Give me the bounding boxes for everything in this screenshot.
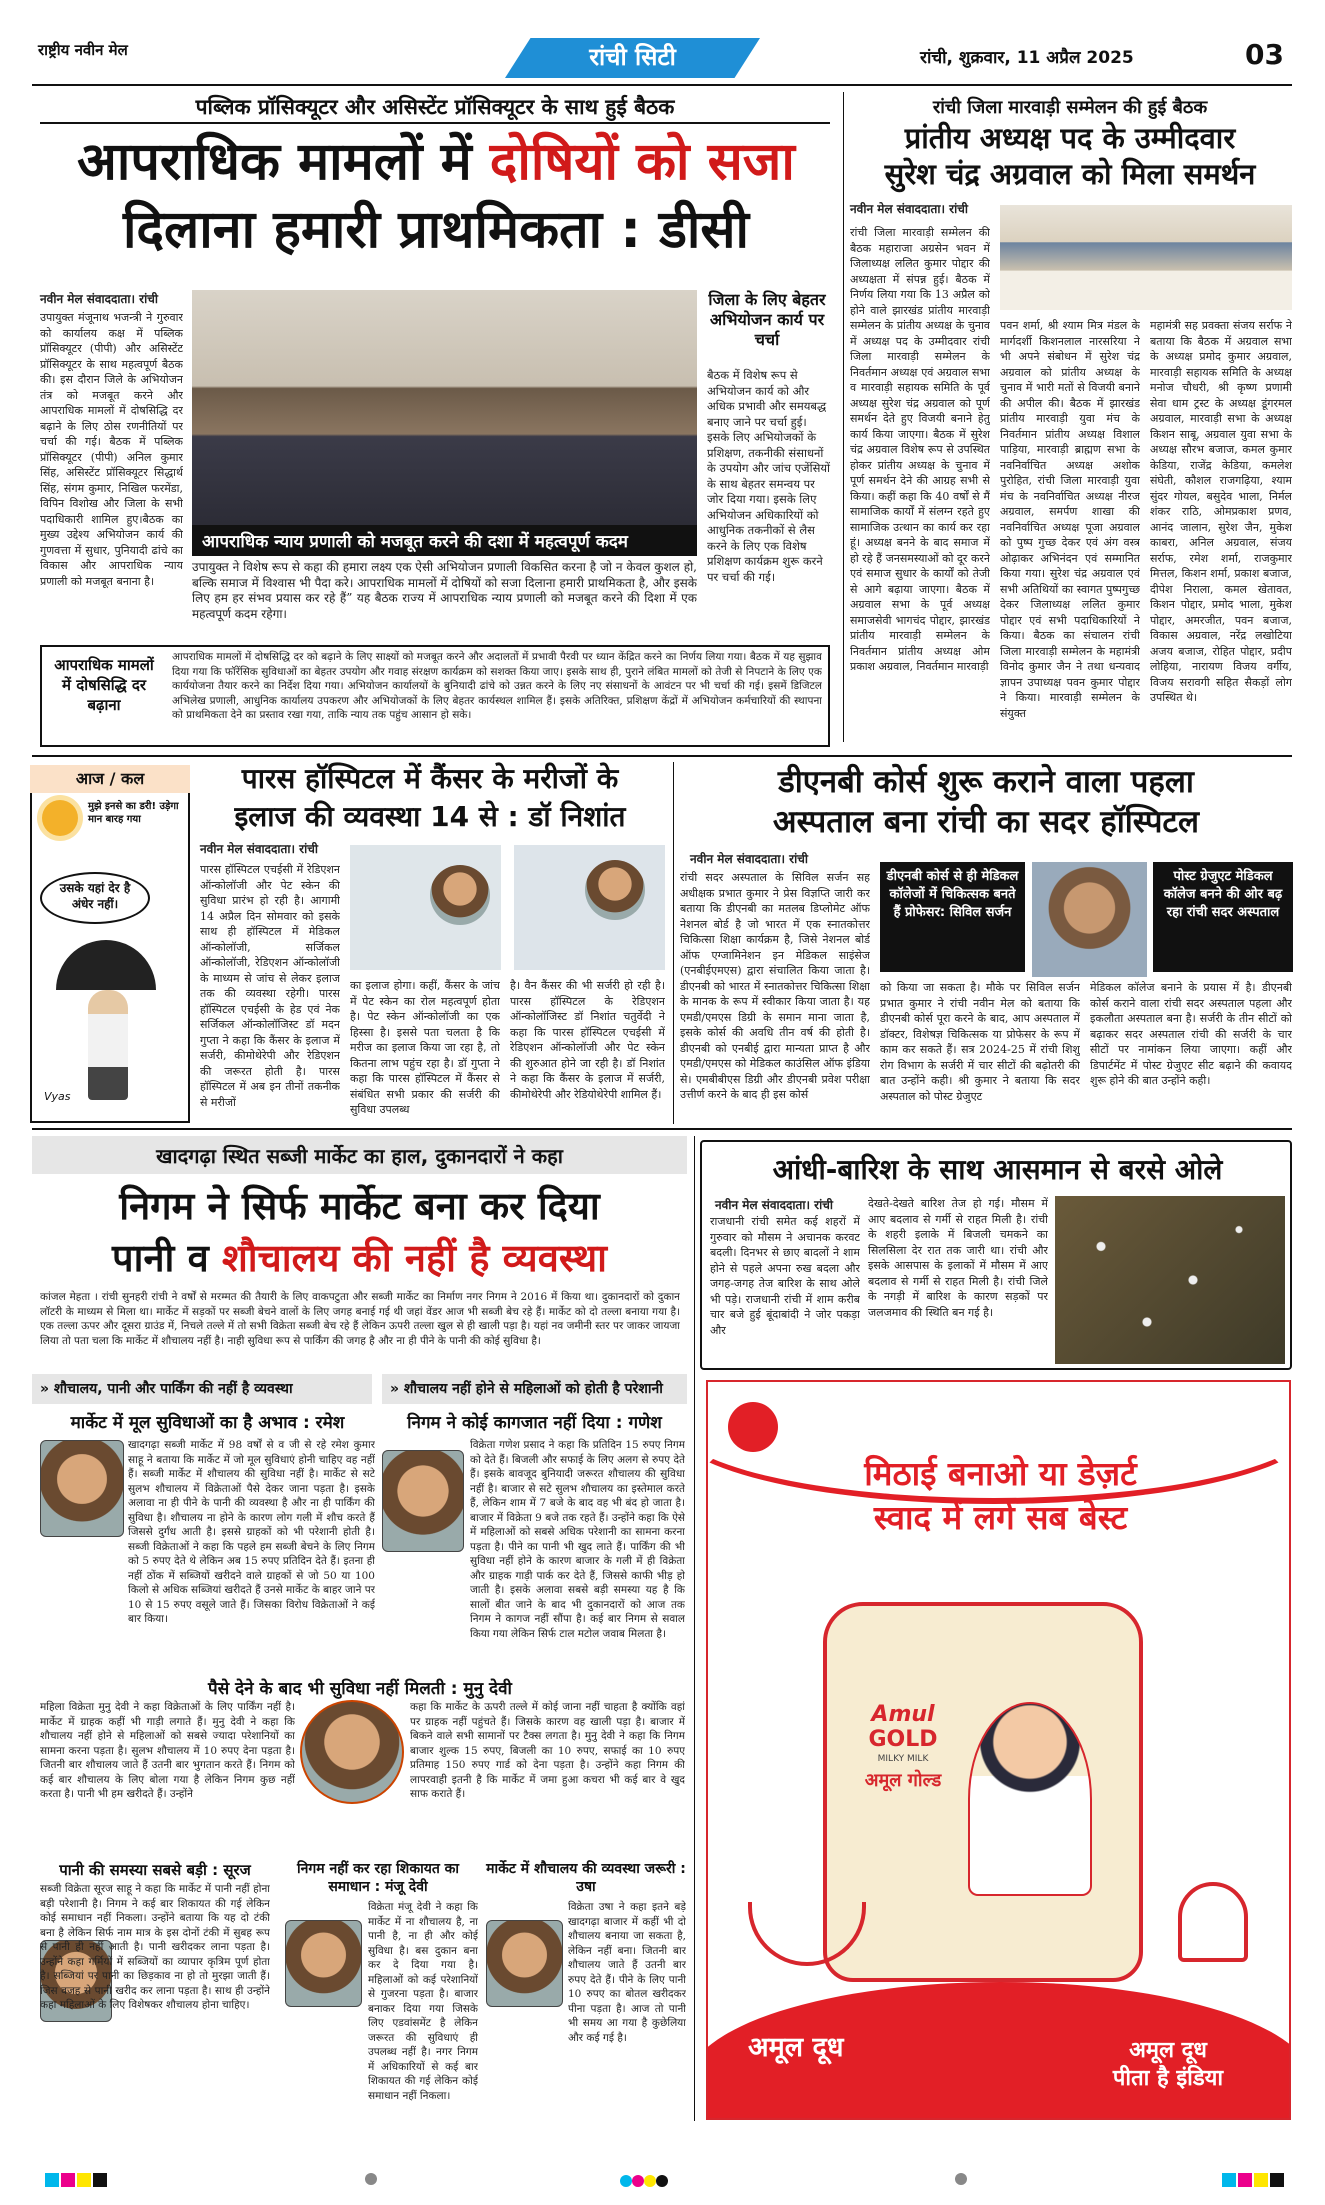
ad-bottom-left: अमूल दूध [748, 2032, 844, 2063]
sabzi-sub-2 [382, 1374, 687, 1404]
hail-headline: आंधी-बारिश के साथ आसमान से बरसे ओले [772, 1153, 1223, 1186]
lead-under-photo: उपायुक्त ने विशेष रूप से कहा की हमारा लक्ष्य एक ऐसी अभियोजन प्रणाली विकसित करना है जो न केवल कुशल हो, बल्कि समाज में विश्वास भी पैदा करे। आपराधिक मामलों में दोषियों को सजा दिलाना हमारी प्राथमिकता है, और इसके लिए हम हर संभव प्रयास कर रहे हैं” यह बैठक राज्य में आपराधिक न्याय प्रणाली को मजबूत करने की दिशा में एक महत्वपूर्ण कदम रहेगा। [192, 560, 697, 621]
cartoon-bubble: उसके यहां देर है अंधेर नहीं। [40, 872, 150, 924]
marwari-headline-line1: प्रांतीय अध्यक्ष पद के उम्मीदवार [904, 121, 1236, 155]
cartoon-label-left: आज [75, 769, 105, 788]
marwari-headline-line2: सुरेश चंद्र अग्रवाल को मिला समर्थन [884, 157, 1256, 191]
dnb-headline-line2: अस्पताल बना रांची का सदर हॉस्पिटल [772, 804, 1200, 840]
munu-photo [300, 1700, 404, 1804]
lead-body: उपायुक्त मंजूनाथ भजन्त्री ने गुरुवार को कार्यालय कक्ष में पब्लिक प्रॉसिक्यूटर (पीपी) और असिस्टेंट प्रॉसिक्यूटर के साथ महत्वपूर्ण बैठक की। इस दौरान जिले के अभियोजन तंत्र को मजबूत करने और आपराधिक मामलों में दोषसिद्धि दर बढ़ाने के लिए ठोस रणनीतियों पर चर्चा की गई। बैठक में पब्लिक प्रॉसिक्यूटर (पीपी) अनिल कुमार सिंह, असिस्टेंट प्रॉसिक्यूटर सिद्धार्थ सिंह, संगम कुमार, निखिल फरमेंडा, विपिन विशोख और जिला के सभी पदाधिकारी शामिल हुए।बैठक का मुख्य उद्देश्य अभियोजन कार्य की गुणवत्ता में सुधार, पुनियादी ढांचे का विकास और आपराधिक न्याय प्रणाली को मजबूत बनाना है। [40, 311, 183, 588]
lead-byline: नवीन मेल संवाददाता। रांची [40, 292, 158, 306]
marwari-meeting-photo [1000, 205, 1292, 310]
civil-surgeon-photo [1032, 862, 1147, 977]
bullet-icon: » [390, 1381, 404, 1397]
cartoon-figure [88, 990, 128, 1100]
sabzi-intro: कांजल मेहता । रांची सुनहरी रांची ने वर्षों से मरम्मत की तैयारी के लिए वाकपटुता और सब्जी मार्केट का निर्माण नगर निगम ने 2016 में किया था। दुकानदारों को दुकान लॉटरी के माध्यम से मिला था। मार्केट में सड़कों पर सब्जी बेचने वालों के लिए जगह बनाई गई थी जहां वेंडर आज भी सब्जी बेच रहे हैं। मार्केट को दो तल्ला बनाया गया है। एक तल्ला ऊपर और दूसरा ग्राउंड में, निचले तल्ले में तो सभी विक्रेता सब्जी बेच रहे हैं लेकिन ऊपरी तल्ला खुल से ही खाली पड़ा है। यहां नव जमीनी स्तर पर जाकर जायजा लिया तो पता चला कि मार्केट में शौचालय नहीं है। नाही सुविधा रूप से पार्किंग की जगह है और ना ही पीने के पानी की कोई सुविधा है। [40, 1291, 680, 1347]
col-divider-bottom [694, 1136, 695, 2121]
marwari-col2: पवन शर्मा, श्री श्याम मित्र मंडल के मार्गदर्शी किशनलाल नारसरिया ने भी अपने संबोधन में सुरेश चंद्र अग्रवाल को प्रांतीय अध्यक्ष के चुनाव में भारी मतों से विजयी बनाने की अपील की। बैठक में झारखंड प्रांतीय मारवाड़ी युवा मंच के निवर्तमान प्रांतीय अध्यक्ष विशाल पाड़िया, मारवाड़ी ब्राह्मण सभा के नवनिर्वाचित अध्यक्ष अशोक पुरोहित, रांची जिला मारवाड़ी युवा मंच के नवनिर्वाचित अध्यक्ष नीरज अग्रवाल, समर्पण शाखा की नवनिर्वाचित अध्यक्ष पूजा अग्रवाल को पुष्प गुच्छ देकर एवं अंग वस्त्र ओढ़ाकर अभिनंदन एवं सम्मानित किया गया। सुरेश चंद्र अग्रवाल एवं सभी अतिथियों का स्वागत पुष्पगुच्छ देकर जिलाध्यक्ष ललित कुमार पोद्दार एवं सभी पदाधिकारियों ने किया। बैठक का संचालन रांची जिला मारवाड़ी सम्मेलन के महामंत्री विनोद कुमार जैन ने तथा धन्यवाद ज्ञापन उपाध्यक्ष पवन कुमार पोद्दार ने किया। मारवाड़ी सम्मेलन के संयुक्त [1000, 319, 1140, 720]
paras-headline-line2: इलाज की व्यवस्था 14 से : डॉ निशांत [234, 800, 626, 833]
col-divider-mid [673, 762, 674, 1124]
lead-kicker-rule [40, 122, 830, 124]
ad-bottom-right [1068, 2037, 1268, 2093]
lead-kicker: पब्लिक प्रॉसिक्यूटर और असिस्टेंट प्रॉसिक्यूटर के साथ हुई बैठक [195, 95, 675, 119]
paras-byline: नवीन मेल संवाददाता। रांची [200, 842, 318, 856]
dnb-byline: नवीन मेल संवाददाता। रांची [690, 852, 808, 866]
lead-meeting-photo [192, 290, 697, 530]
ad-headline [708, 1452, 1291, 1540]
mid-rule-2 [32, 1128, 1292, 1130]
usha-body: विक्रेता उषा ने कहा इतने बड़े खादगढ़ा बाजार में कहीं भी दो शौचालय बनाया जा सकता है, लेकिन नहीं बना। जितनी बार शौचालय जाते हैं उतनी बार रुपए देते हैं। पीने के लिए पानी 10 रुपए का बोतल खरीदकर पीना पड़ता है। आज तो पानी भी समय आ गया है कुछेलिया और कई गई है। [568, 1901, 686, 2044]
ad-bottom-right-line2: पीता है इंडिया [1112, 2066, 1224, 2091]
pack-brand: Amul [871, 1702, 935, 1727]
paras-headline-line1: पारस हॉस्पिटल में कैंसर के मरीजों के [241, 762, 619, 795]
sabzi-kicker: खादगढ़ा स्थित सब्जी मार्केट का हाल, दुकानदारों ने कहा [32, 1136, 687, 1174]
munu-right: कहा कि मार्केट के ऊपरी तल्ले में कोई जाना नहीं चाहता है क्योंकि वहां पर ग्राहक नहीं पहुंचते हैं। जिसके कारण वह खाली पड़ा है। बाजार में बिकने वाले सभी सामानों पर टैक्स लगता है। मुनु देवी ने कहा कि निगम बाजार शुल्क 15 रुपए, बिजली का 10 रुपए, सफाई का 10 रुपए प्रतिमाह 150 रुपए गार्ड को देना पड़ता है। उन्होंने कहा निगम की लापरवाही इतनी है कि मार्केट में जमा हुआ कचरा भी कई बार वे खुद साफ कराते हैं। [410, 1701, 685, 1800]
suraj-head: पानी की समस्या सबसे बड़ी : सूरज [59, 1861, 251, 1879]
center-dots [620, 2172, 668, 2191]
ramesh-body: खादगढ़ा सब्जी मार्केट में 98 वर्षों से व जी से रहे रमेश कुमार साहू ने बताया कि मार्केट में जो मूल सुविधाएं होनी चाहिए वह नहीं हैं। सब्जी मार्केट में शौचालय की सुविधा नहीं है। मार्केट से सटे सुलभ शौचालय में विक्रेताओं पैसे देकर जाना पड़ता है। इसके अलावा ना ही पीने के पानी की व्यवस्था है और ना ही पार्किंग की सुविधा है। शौचालय ना होने के कारण लोग गली में शौच करते हैं जिससे दुर्गंध आती है। इससे ग्राहकों को भी परेशानी होती है। सब्जी विक्रेताओं ने कहा कि पहले हम सब्जी बेचने के लिए निगम को 5 रुपए देते थे लेकिन अब 15 रुपए प्रतिदिन देते हैं। इतना ही नहीं ठोंक में सब्जियों खरीदने वाले ग्राहकों से जो 50 या 100 किलो से अधिक सब्जियां खरीदते हैं उनसे मार्केट के बाहर जाने पर 10 से 15 रुपए वसूले जाते हैं। जिसका विरोध विक्रेताओं ने कई बार किया। [128, 1439, 375, 1625]
sabzi-sub-1 [32, 1374, 372, 1404]
ad-headline-line2: स्वाद में लगे सब बेस्ट [873, 1498, 1128, 1537]
lead-headline-part1: आपराधिक मामलों में [77, 132, 490, 192]
dnb-headline-line1: डीएनबी कोर्स शुरू कराने वाला पहला [778, 764, 1194, 800]
lead-sidebar-title: जिला के लिए बेहतर अभियोजन कार्य पर चर्चा [708, 290, 826, 349]
dnb-headline [680, 762, 1292, 842]
doctor-nishant-photo [585, 860, 645, 920]
munu-head: पैसे देने के बाद भी सुविधा नहीं मिलती : मुनु देवी [208, 1679, 512, 1699]
usha-photo [486, 1920, 563, 2007]
cartoon-label-right: कल [121, 769, 145, 788]
ramesh-head: मार्केट में मूल सुविधाओं का है अभाव : रमेश [70, 1413, 345, 1433]
mid-rule-1 [32, 755, 1292, 757]
bullet-icon: » [40, 1381, 54, 1397]
marwari-col3: महामंत्री सह प्रवक्ता संजय सर्राफ ने बताया कि बैठक में अग्रवाल सभा के अध्यक्ष प्रमोद कुमार अग्रवाल, मारवाड़ी सहायक समिति के अध्यक्ष मनोज चौधरी, श्री कृष्ण प्रणामी सेवा धाम ट्रस्ट के अध्यक्ष डूंगरमल अग्रवाल, मारवाड़ी सभा के अध्यक्ष किशन साबू, अग्रवाल युवा सभा के अध्यक्ष सौरभ बजाज, कमल कुमार केडिया, राजेंद्र केडिया, कमलेश संघेती, कौशल राजगढ़िया, श्याम सुंदर गोयल, बसुदेव भाला, निर्मल शंकर राठि, ओमप्रकाश प्रणव, आनंद जालान, सुरेश जैन, मुकेश काबरा, अनिल अग्रवाल, संजय सर्राफ, रमेश शर्मा, राजकुमार मित्तल, किशन शर्मा, प्रकाश बजाज, दीपेश निराला, कमल खेतावत, किशन पोद्दार, प्रमोद भाला, मुकेश पोद्दार, अमरजीत, पवन बजाज, विकास अग्रवाल, नरेंद्र लखोटिया अजय बजाज, रोहित पोद्दार, प्रदीप लोहिया, नारायण विजय वर्गीय, विजय सरावगी सहित सैकड़ों लोग उपस्थित थे। [1150, 319, 1292, 704]
ad-headline-line1: मिठाई बनाओ या डेज़र्ट [864, 1454, 1137, 1493]
lead-headline-line2: दिलाना हमारी प्राथमिकता : डीसी [122, 200, 750, 260]
marwari-kicker: रांची जिला मारवाड़ी सम्मेलन की हुई बैठक [932, 97, 1208, 118]
ganesh-body: विक्रेता गणेश प्रसाद ने कहा कि प्रतिदिन 15 रुपए निगम को देते हैं। बिजली और सफाई के लिए अलग से रुपए देते हैं। इसके बावजूद बुनियादी जरूरत शौचालय की सुविधा नहीं है। बाजार से सटे सुलभ शौचालय का इस्तेमाल करते हैं, लेकिन शाम में 7 बजे के बाद वह भी बंद हो जाता है। बाजार में विक्रेता 9 बजे तक रहते हैं। उन्होंने कहा कि ऐसे में महिलाओं को सबसे अधिक परेशानी का सामना करना पड़ता है। पीने का पानी भी खुद लाते हैं। पार्किंग की भी सुविधा नहीं होने के कारण बाजार के गली में ही विक्रेता और ग्राहक गाड़ी पार्क कर देते हैं, जिससे काफी भीड़ हो जाती है। इसके अलावा सबसे बड़ी समस्या यह है कि सालों बीत जाने के बाद भी दुकानदारों को आज तक निगम ने कागज नहीं सौंपा है। कई बार निगम से सवाल किया गया लेकिन सिर्फ टाल मटोल जवाब मिलता है। [470, 1439, 685, 1640]
amul-ad [706, 1380, 1291, 2120]
hail-col1: राजधानी रांची समेत कई शहरों में गुरुवार को मौसम ने अचानक करवट बदली। दिनभर से छाए बादलों ने शाम होने से पहले अपना रुख बदला और जगह-जगह तेज बारिश के साथ ओले भी पड़े। राजधानी रांची में शाम करीब चार बजे हुई बूंदाबांदी ने जोर पकड़ा और [710, 1215, 860, 1337]
cartoon-signature: Vyas [44, 1090, 71, 1103]
ad-bottom-right-line1: अमूल दूध [1129, 2038, 1207, 2063]
registration-mark [955, 2173, 967, 2185]
dnb-col3: मेडिकल कॉलेज बनाने के प्रयास में है। डीएनबी कोर्स कराने वाला रांची सदर अस्पताल पहला और इकलौता अस्पताल बना है। सर्जरी के तीन सीटों को बढ़ाकर सदर अस्पताल रांची की सर्जरी के चार सीटों पर नामांकन लिया जाएगा। कहीं और डिपार्टमेंट में पोस्ट ग्रेजुएट सीट बढ़ाने की कवायद शुरू होने की बात उन्होंने कही। [1090, 981, 1292, 1087]
lead-headline-red: दोषियों को सजा [489, 132, 795, 192]
marwari-byline: नवीन मेल संवाददाता। रांची [850, 202, 968, 216]
ganesh-photo [382, 1450, 464, 1552]
manju-photo [285, 1920, 362, 2007]
munu-left: महिला विक्रेता मुनु देवी ने कहा विक्रेताओं के लिए पार्किंग नहीं है। मार्केट में ग्राहक कहीं भी गाड़ी लगाते हैं। मुनु देवी ने कहा कि शौचालय नहीं होने से महिलाओं को सबसे ज्यादा परेशानियों का सामना करना पड़ता है। सुलभ शौचालय में 10 रुपए देना पड़ता है। जितनी बार शौचालय जाते हैं उतनी बार भुगतान करते हैं। निगम को कई बार शौचालय के लिए बोला गया है लेकिन निगम कुछ नहीं करता है। पानी भी हम खरीदते हैं। उन्होंने [40, 1701, 295, 1800]
sabzi-sub-1-text: शौचालय, पानी और पार्किंग की नहीं है व्यवस्था [53, 1381, 293, 1397]
sabzi-headline-line2-red: शौचालय की नहीं है व्यवस्था [221, 1236, 607, 1280]
paper-name: राष्ट्रीय नवीन मेल [38, 41, 128, 59]
color-bar-right [1222, 2172, 1286, 2191]
ramesh-photo [40, 1440, 124, 1537]
smiley-icon [728, 1402, 778, 1452]
manju-head: निगम नहीं कर रहा शिकायत का समाधान : मंजू देवी [296, 1861, 460, 1895]
amul-girl-mascot [968, 1702, 1092, 1896]
issue-date: रांची, शुक्रवार, 11 अप्रैल 2025 [920, 48, 1134, 68]
cartoon-tab: आज / कल [30, 765, 190, 793]
sabzi-headline-line2-part1: पानी व [112, 1236, 222, 1280]
suraj-body: सब्जी विक्रेता सूरज साहू ने कहा कि मार्केट में पानी नहीं होना बड़ी परेशानी है। निगम ने कई बार शिकायत की गई लेकिन कोई समाधान नहीं निकला। उन्होंने बताया कि यह दो टंकी बना है लेकिन सिर्फ नाम मात्र के इस दोनों टंकी में सुबह रूप से पानी ही नहीं आती है। पानी खरीदकर लाना पड़ता है। उन्होंने कहा गर्मियों में सब्जियों का व्यापार कृत्रिम पूर्ण होता है। सब्जियां पर पानी का छिड़काव ना हो तो मुरझा जाती हैं। जिस वजह से पानी खरीद कर लाना पड़ता है। साथ ही उन्होंने कहा महिलाओं के लिए विशेषकर शौचालय होना चाहिए। [40, 1883, 270, 2011]
paras-col3: है। वैन कैंसर की भी सर्जरी हो रही है। पारस हॉस्पिटल के रेडिएशन ऑन्कोलॉजिस्ट डॉ निशांत चतुर्वेदी ने कहा कि पारस हॉस्पिटल एचईसी में रेडिएशन ऑन्कोलॉजी और पेट स्केन की शुरुआत होने जा रही है। डॉ निशांत ने कहा कि कैंसर के इलाज में सर्जरी, कीमोथेरेपी और रेडियोथेरेपी शामिल हैं। [510, 979, 665, 1101]
marwari-col1: रांची जिला मारवाड़ी सम्मेलन की बैठक महाराजा अग्रसेन भवन में जिलाध्यक्ष ललित कुमार पोद्दार की अध्यक्षता में संपन्न हुई। बैठक में निर्णय लिया गया कि 13 अप्रैल को होने वाले झारखंड प्रांतीय मारवाड़ी सम्मेलन के प्रांतीय अध्यक्ष के चुनाव में अध्यक्ष पद के उम्मीदवार रांची जिला मारवाड़ी सम्मेलन के निवर्तमान अध्यक्ष एवं अग्रवाल सभा व मारवाड़ी सहायक समिति के पूर्व अध्यक्ष सुरेश चंद्र अग्रवाल को पूर्ण समर्थन देते हुए विजयी बनाने हेतु कार्य किया जाएगा। बैठक में सुरेश चंद्र अग्रवाल विशेष रूप से उपस्थित होकर प्रांतीय अध्यक्ष के चुनाव में पूर्ण समर्थन देने की आग्रह सभी से किया। कहीं कहा कि 40 वर्षों से मैं सामाजिक कार्यों में संलग्न रहते हुए सामाजिक उत्थान का कार्य कर रहा हूं। अध्यक्ष बनने के बाद समाज में हो रहे हैं जनसमस्याओं को दूर करने एवं समाज सुधार के कार्यों को तेजी से आगे बढ़ाया जाएगा। बैठक में अग्रवाल सभा के पूर्व अध्यक्ष समाजसेवी भागचंद पोद्दार, झारखंड प्रांतीय मारवाड़ी सम्मेलन के निवर्तमान प्रांतीय अध्यक्ष ओम प्रकाश अग्रवाल, निवर्तमान मारवाड़ी [850, 226, 990, 673]
hail-col2: देखते-देखते बारिश तेज हो गई। मौसम में आए बदलाव से गर्मी से राहत मिली है। रांची के शहरी इलाके में बिजली चमकने का सिलसिला देर रात तक जारी था। रांची और इसके आसपास के इलाकों में मौसम में आए बदलाव से गर्मी से राहत मिली है। रांची जिले के नगड़ी में बारिश के कारण सड़कों पर जलजमाव की स्थिति बन गई है। [868, 1197, 1048, 1319]
dnb-box-1: डीएनबी कोर्स से ही मेडिकल कॉलेजों में चिकित्सक बनते हैं प्रोफेसर: सिविल सर्जन [880, 862, 1025, 972]
pack-variant: GOLD [868, 1727, 938, 1752]
dnb-box-2: पोस्ट ग्रेजुएट मेडिकल कॉलेज बनने की ओर बढ़ रहा रांची सदर अस्पताल [1153, 862, 1293, 972]
lead-box-title: आपराधिक मामलों में दोषसिद्धि दर बढ़ाना [54, 656, 154, 714]
paras-col1: पारस हॉस्पिटल एचईसी में रेडिएशन ऑन्कोलॉजी और पेट स्केन की सुविधा प्रारंभ हो रही है। आगामी 14 अप्रैल दिन सोमवार को इसके साथ ही हॉस्पिटल में मेडिकल ऑन्कोलॉजी, सर्जिकल ऑन्कोलॉजी, रेडिएशन ऑन्कोलॉजी के माध्यम से जांच से लेकर इलाज तक की व्यवस्था रहेगी। पारस हॉस्पिटल एचईसी के हेड एवं नेक सर्जिकल ऑन्कोलॉजिस्ट डॉ मदन गुप्ता ने कहा कि कैंसर के इलाज में सर्जरी, कीमोथेरेपी और रेडिएशन की जरूरत होती है। पारस हॉस्पिटल में अब इन तीनों तकनीक से मरीजों [200, 863, 340, 1109]
lead-box-body: आपराधिक मामलों में दोषसिद्धि दर को बढ़ाने के लिए साक्ष्यों को मजबूत करने और अदालतों में प्रभावी पैरवी पर ध्यान केंद्रित करने का निर्णय लिया गया। बैठक में यह सुझाव दिया गया कि फॉरेंसिक सुविधाओं का बेहतर उपयोग और गवाह संरक्षण कार्यक्रम को सशक्त किया जाए। इसके साथ ही, पुराने लंबित मामलों को तेजी से निपटाने के लिए एक कार्ययोजना तैयार करने का निर्देश दिया गया। अभियोजन कार्यालयों के बुनियादी ढांचे को उन्नत करने के लिए नए संसाधनों के आवंटन पर भी चर्चा की गई। इसमें डिजिटल अभिलेख प्रणाली, आधुनिक कार्यालय उपकरण और अभियोजकों के लिए बेहतर कार्यस्थल शामिल हैं। इसके अतिरिक्त, प्रशिक्षण केंद्रों में अभियोजन कर्मचारियों की स्थापना को प्राथमिकता देने का प्रस्ताव रखा गया, ताकि न्याय तक पहुंच आसान हो सके। [172, 651, 822, 721]
paras-headline [195, 760, 665, 836]
cartoon-caption: मुझे इनसे का डरी! उड़ेगा मान बारह गया [88, 801, 179, 825]
sabzi-headline [32, 1180, 687, 1284]
ganesh-head: निगम ने कोई कागजात नहीं दिया : गणेश [407, 1413, 662, 1433]
cupcake-icon [1178, 1882, 1248, 1962]
sun-icon [42, 800, 78, 836]
registration-mark [365, 2173, 377, 2185]
sabzi-headline-line1: निगम ने सिर्फ मार्केट बना कर दिया [119, 1184, 600, 1228]
masthead-rule [32, 84, 1292, 86]
dnb-col1: रांची सदर अस्पताल के सिविल सर्जन सह अधीक्षक प्रभात कुमार ने प्रेस विज्ञप्ति जारी कर बताया कि डीएनबी का मतलब डिप्लोमेट ऑफ नेशनल बोर्ड है जो भारत में एक स्नातकोत्तर चिकित्सा शिक्षा कार्यक्रम है, जिसे नेशनल बोर्ड ऑफ एग्जामिनेशन इन मेडिकल साइंसेज (एनबीईएमएस) द्वारा संचालित किया जाता है। डीएनबी को भारत में स्नातकोत्तर चिकित्सा शिक्षा के मानक के रूप में स्वीकार किया जाता है। यह एमडी/एमएस डिग्री के समान माना जाता है, इसके कोर्स की अवधि तीन वर्ष की होती है। डीएनबी को एनबीई द्वारा मान्यता प्राप्त है और एमडी/एमएस को मेडिकल काउंसिल ऑफ इंडिया से। एमबीबीएस डिग्री और डीएनबी प्रवेश परीक्षा उत्तीर्ण करने के बाद ही इस कोर्स [680, 871, 870, 1101]
lead-photo-caption: आपराधिक न्याय प्रणाली को मजबूत करने की दशा में महत्वपूर्ण कदम [192, 525, 697, 556]
hail-byline: नवीन मेल संवाददाता। रांची [715, 1198, 833, 1212]
page-number: 03 [1245, 38, 1284, 71]
section-title: रांची सिटी [589, 43, 676, 71]
doctor-madan-photo [430, 865, 490, 925]
color-bar-left [45, 2172, 109, 2191]
lead-headline [36, 128, 836, 264]
pack-hindi: अमूल गोल्ड [864, 1770, 942, 1791]
paras-col2: का इलाज होगा। कहीं, कैंसर के जांच में पेट स्केन का रोल महत्वपूर्ण होता है। पेट स्केन ऑन्कोलॉजी का एक हिस्सा है। इससे पता चलता है कि मरीज का इलाज किया जा रहा है, तो कितना लाभ पहुंच रहा है। डॉ गुप्ता ने कहा कि पारस हॉस्पिटल में कैंसर से संबंधित सभी प्रकार की सर्जरी की सुविधा उपलब्ध [350, 979, 500, 1116]
dnb-col2: को किया जा सकता है। मौके पर सिविल सर्जन प्रभात कुमार ने रांची नवीन मेल को बताया कि डीएनबी कोर्स पूरा करने के बाद, आप अस्पताल में डॉक्टर, विशेषज्ञ चिकित्सक या प्रोफेसर के रूप में काम कर सकते हैं। सत्र 2024-25 में रांची शिशु रोग विभाग के सर्जरी में चार सीटों की बढ़ोतरी की बात उन्होंने कही। श्री कुमार ने बताया कि सदर अस्पताल को पोस्ट ग्रेजुएट [880, 981, 1080, 1103]
hailstones-photo [1055, 1196, 1285, 1364]
col-divider-top [843, 92, 844, 742]
lead-sidebar-body: बैठक में विशेष रूप से अभियोजन कार्य को और अधिक प्रभावी और समयबद्ध बनाए जाने पर चर्चा हुई। इसके लिए अभियोजकों के प्रशिक्षण, तकनीकी संसाधनों के उपयोग और जांच एजेंसियों के साथ बेहतर समन्वय पर जोर दिया गया। इसके लिए अभियोजन अधिकारियों को आधुनिक तकनीकों से लैस करने के लिए एक विशेष प्रशिक्षण कार्यक्रम शुरू करने पर चर्चा की गई। [707, 368, 830, 584]
marwari-headline [855, 120, 1285, 192]
sabzi-sub-2-text: शौचालय नहीं होने से महिलाओं को होती है परेशानी [403, 1381, 663, 1397]
usha-head: मार्केट में शौचालय की व्यवस्था जरूरी : उषा [486, 1861, 686, 1895]
manju-body: विक्रेता मंजू देवी ने कहा कि मार्केट में ना शौचालय है, ना पानी है, ना ही और कोई सुविधा है। बस दुकान बना कर दे दिया गया है। महिलाओं को कई परेशानियों से गुजरना पड़ता है। बाजार बनाकर दिया गया जिसके लिए एडवांसमेंट है लेकिन जरूरत की सुविधाएं ही उपलब्ध नहीं है। नगर निगम में अधिकारियों से कई बार शिकायत की गई लेकिन कोई समाधान नहीं निकला। [368, 1901, 478, 2102]
pack-sub: MILKY MILK [877, 1754, 929, 1764]
